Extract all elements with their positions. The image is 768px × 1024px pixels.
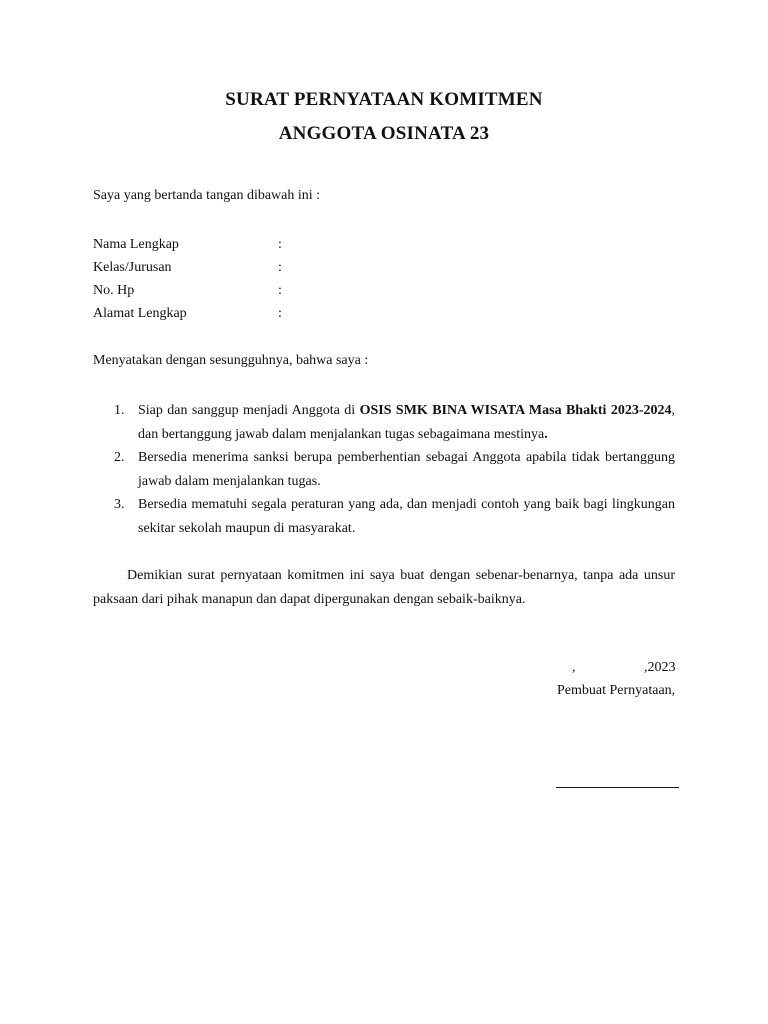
document-subtitle: ANGGOTA OSINATA 23 xyxy=(278,123,490,144)
closing-paragraph: Demikian surat pernyataan komitmen ini saya buat dengan sebenar-benarnya, tanpa ada unsur paksaan dari pihak manapun dan dapat dipergunakan dengan sebaik-baiknya. xyxy=(93,568,675,607)
document-title: SURAT PERNYATAAN KOMITMEN xyxy=(225,89,543,110)
signer-label: Pembuat Pernyataan, xyxy=(557,683,676,698)
field-label-hp: No. Hp xyxy=(93,283,135,298)
list-item-text: Siap dan sanggup menjadi Anggota di xyxy=(138,403,360,418)
field-colon-hp: : xyxy=(278,283,282,298)
date-comma: , xyxy=(572,660,576,675)
list-item-text: Bersedia menerima sanksi berupa pemberhentian sebagai Anggota apabila tidak bertanggung jawab dalam menjalankan tugas. xyxy=(138,450,675,489)
list-item xyxy=(93,446,675,493)
organization-name: OSIS SMK BINA WISATA Masa Bhakti 2023-2024 xyxy=(359,403,672,418)
field-label-nama: Nama Lengkap xyxy=(93,237,179,252)
list-item-text: Bersedia mematuhi segala peraturan yang ada, dan menjadi contoh yang baik bagi lingkungan sekitar sekolah maupun di masyarakat. xyxy=(138,497,675,536)
list-item-text-cont: , dan bertanggung jawab dalam menjalankan tugas sebagaimana mestinya xyxy=(138,403,675,442)
field-label-alamat: Alamat Lengkap xyxy=(93,306,187,321)
statement-text: Menyatakan dengan sesungguhnya, bahwa saya : xyxy=(93,353,369,368)
commitment-list xyxy=(93,399,675,540)
field-colon-nama: : xyxy=(278,237,282,252)
field-label-kelas: Kelas/Jurusan xyxy=(93,260,172,275)
list-item xyxy=(93,399,675,446)
list-item xyxy=(93,493,675,540)
list-item-number: 1. xyxy=(114,403,125,418)
list-item-number: 3. xyxy=(114,497,125,512)
date-year: ,2023 xyxy=(644,660,676,675)
field-colon-kelas: : xyxy=(278,260,282,275)
signature-line xyxy=(556,787,679,788)
intro-text: Saya yang bertanda tangan dibawah ini : xyxy=(93,188,321,203)
list-item-number: 2. xyxy=(114,450,125,465)
field-colon-alamat: : xyxy=(278,306,282,321)
list-item-period: . xyxy=(544,426,548,442)
